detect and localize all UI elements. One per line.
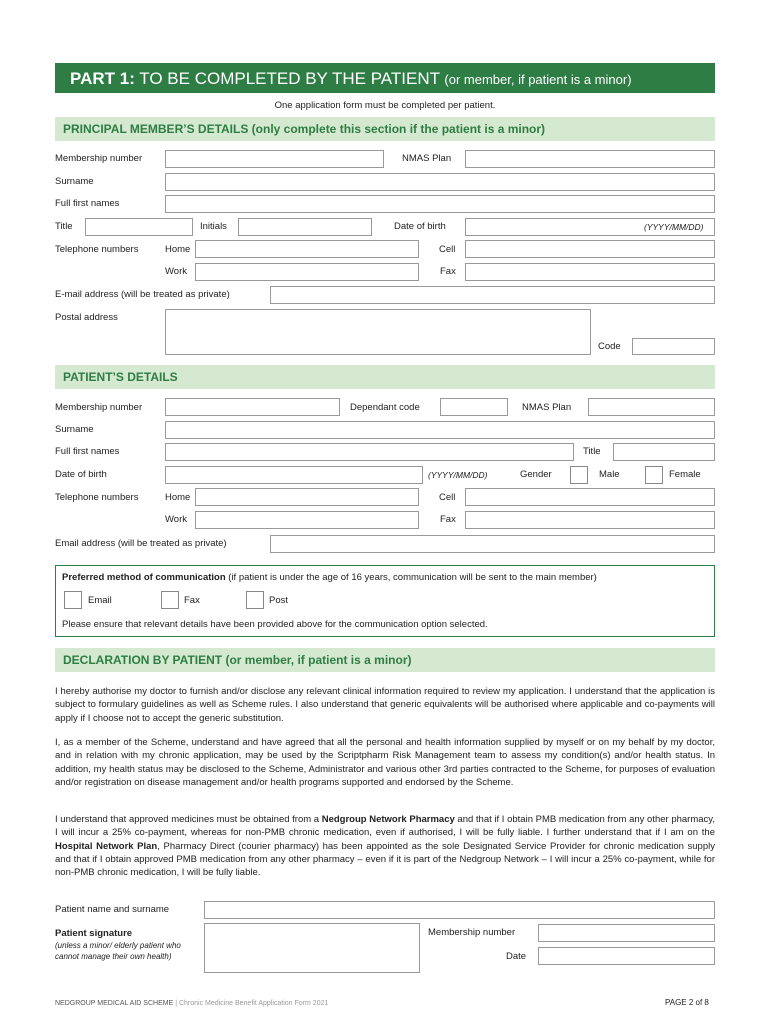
principal-email-input[interactable] xyxy=(270,286,715,304)
patient-dependant-input[interactable] xyxy=(440,398,508,416)
part-title: PART 1: TO BE COMPLETED BY THE PATIENT (or member, if patient is a minor) xyxy=(70,69,632,88)
principal-work-label: Work xyxy=(165,266,187,277)
principal-cell-input[interactable] xyxy=(465,240,715,258)
declaration-paragraph-2: I, as a member of the Scheme, understand and have agreed that all the personal and health information supplied by myself or on my behalf by my doctor, and in relation with my chronic application, may be used by the Scriptpharm Risk Management team to assess my condition(s) and/or health status. In addition, my health status may be disclosed to the Scheme, Administrator and various other 3rd parties contracted to the Scheme, for purposes of evaluation and/or registration on disease management and/or health programs supported and endorsed by the Scheme. xyxy=(55,737,715,788)
patient-firstnames-label: Full first names xyxy=(55,446,120,457)
preferred-post-checkbox[interactable] xyxy=(246,591,264,609)
patient-home-input[interactable] xyxy=(195,488,419,506)
declaration-membership-label: Membership number xyxy=(428,927,516,938)
patient-dependant-label: Dependant code xyxy=(350,402,420,413)
patient-cell-label: Cell xyxy=(439,492,456,503)
patient-cell-input[interactable] xyxy=(465,488,715,506)
principal-surname-label: Surname xyxy=(55,176,94,187)
principal-home-label: Home xyxy=(165,244,191,255)
subtitle: One application form must be completed per patient. xyxy=(274,100,496,111)
preferred-fax-checkbox[interactable] xyxy=(161,591,179,609)
principal-work-input[interactable] xyxy=(195,263,419,281)
principal-fax-input[interactable] xyxy=(465,263,715,281)
principal-membership-label: Membership number xyxy=(55,153,143,164)
principal-membership-input[interactable] xyxy=(165,150,384,168)
declaration-date-label: Date xyxy=(506,951,527,962)
patient-fax-input[interactable] xyxy=(465,511,715,529)
declaration-section-heading: DECLARATION BY PATIENT (or member, if patient is a minor) xyxy=(55,648,715,672)
patient-telephone-label: Telephone numbers xyxy=(55,492,139,503)
declaration-signature-note: (unless a minor/ elderly patient who cannot manage their own health) xyxy=(55,941,181,961)
patient-work-input[interactable] xyxy=(195,511,419,529)
declaration-patient-name-input[interactable] xyxy=(204,901,715,919)
part-banner xyxy=(55,63,715,93)
patient-membership-input[interactable] xyxy=(165,398,340,416)
declaration-paragraph-1: I hereby authorise my doctor to furnish and/or disclose any relevant clinical information required to review my application. I understand that the application is subject to formulary guidelines as well as Scheme rules. I also understand that generic equivalents will be authorised where applicable and co-payments will apply if I choose not to accept the generic substitution. xyxy=(55,686,715,724)
declaration-patient-name-label: Patient name and surname xyxy=(55,904,170,915)
patient-title-input[interactable] xyxy=(613,443,715,461)
principal-email-label: E-mail address (will be treated as private) xyxy=(55,289,230,300)
principal-firstnames-label: Full first names xyxy=(55,198,120,209)
preferred-email-label: Email xyxy=(88,595,112,606)
preferred-post-label: Post xyxy=(269,595,289,606)
declaration-signature-box[interactable] xyxy=(204,923,420,973)
principal-surname-input[interactable] xyxy=(165,173,715,191)
principal-dob-label: Date of birth xyxy=(394,221,446,232)
principal-telephone-label: Telephone numbers xyxy=(55,244,139,255)
preferred-email-checkbox[interactable] xyxy=(64,591,82,609)
patient-nmas-input[interactable] xyxy=(588,398,715,416)
declaration-paragraph-3: I understand that approved medicines must be obtained from a Nedgroup Network Pharmacy and that if I obtain PMB medication from any other pharmacy, I will incur a 25% co-payment, whereas for non-PMB chronic medication, even if authorised, I will be fully liable. I further understand that if I am on the Hospital Network Plan, Pharmacy Direct (courier pharmacy) has been appointed as the sole Designated Service Provider for chronic medication supply and that if I obtain approved PMB medication from any other pharmacy – even if it is part of the Nedgroup Network – I will incur a 25% co-payment, while for non-PMB chronic medication, I will be fully liable. xyxy=(55,814,715,879)
patient-female-label: Female xyxy=(669,469,701,480)
patient-email-input[interactable] xyxy=(270,535,715,553)
declaration-date-input[interactable] xyxy=(538,947,715,965)
patient-male-label: Male xyxy=(599,469,620,480)
patient-dob-input[interactable] xyxy=(165,466,423,484)
patient-email-label: Email address (will be treated as private) xyxy=(55,538,227,549)
patient-membership-label: Membership number xyxy=(55,402,143,413)
principal-title-input[interactable] xyxy=(85,218,193,236)
patient-work-label: Work xyxy=(165,514,187,525)
preferred-communication-heading: Preferred method of communication (if patient is under the age of 16 years, communication will be sent to the main member) xyxy=(62,572,597,583)
patient-surname-input[interactable] xyxy=(165,421,715,439)
patient-surname-label: Surname xyxy=(55,424,94,435)
principal-postal-input[interactable] xyxy=(165,309,591,355)
patient-fax-label: Fax xyxy=(440,514,456,525)
principal-section-heading: PRINCIPAL MEMBER’S DETAILS (only complete this section if the patient is a minor) xyxy=(55,117,715,141)
principal-nmas-input[interactable] xyxy=(465,150,715,168)
principal-cell-label: Cell xyxy=(439,244,456,255)
patient-section-heading: PATIENT’S DETAILS xyxy=(55,365,715,389)
patient-nmas-label: NMAS Plan xyxy=(522,402,572,413)
patient-female-checkbox[interactable] xyxy=(645,466,663,484)
principal-code-label: Code xyxy=(598,341,621,352)
principal-fax-label: Fax xyxy=(440,266,456,277)
patient-dob-label: Date of birth xyxy=(55,469,107,480)
preferred-fax-label: Fax xyxy=(184,595,200,606)
declaration-signature-label: Patient signature xyxy=(55,928,133,939)
principal-code-input[interactable] xyxy=(632,338,715,355)
principal-postal-label: Postal address xyxy=(55,312,118,323)
patient-male-checkbox[interactable] xyxy=(570,466,588,484)
principal-home-input[interactable] xyxy=(195,240,419,258)
principal-title-label: Title xyxy=(55,221,73,232)
principal-firstnames-input[interactable] xyxy=(165,195,715,213)
patient-firstnames-input[interactable] xyxy=(165,443,574,461)
principal-nmas-label: NMAS Plan xyxy=(402,153,452,164)
principal-dob-format: (YYYY/MM/DD) xyxy=(644,222,704,232)
preferred-ensure-note: Please ensure that relevant details have been provided above for the communication option selected. xyxy=(62,619,488,630)
patient-gender-label: Gender xyxy=(520,469,552,480)
patient-home-label: Home xyxy=(165,492,191,503)
principal-initials-label: Initials xyxy=(200,221,227,232)
page-number: PAGE 2 of 8 xyxy=(665,998,709,1007)
patient-dob-format: (YYYY/MM/DD) xyxy=(428,470,488,480)
patient-title-label: Title xyxy=(583,446,601,457)
footer-scheme: NEDGROUP MEDICAL AID SCHEME | Chronic Medicine Benefit Application Form 2021 xyxy=(55,1000,329,1007)
declaration-membership-input[interactable] xyxy=(538,924,715,942)
principal-initials-input[interactable] xyxy=(238,218,372,236)
